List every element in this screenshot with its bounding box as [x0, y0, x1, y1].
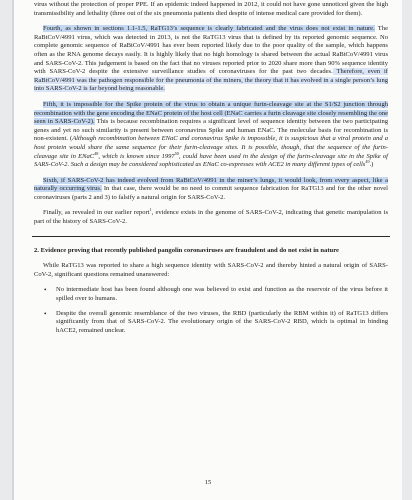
fifth-italic-text-3: , could have been used in the design of the furin-cleavage site in the Spike of SARS-CoV-2. Such a design may be considered sophisticated as ENaC co-expresses with ACE2 in many different types of cells [34, 152, 388, 169]
fifth-italic-text-2: , which is known since 1997 [98, 152, 175, 160]
section-heading: 2. Evidence proving that recently published pangolin coronaviruses are fraudulent and do not exist in nature [34, 246, 339, 254]
paragraph-sixth [34, 177, 388, 203]
finally-text: Finally, as revealed in our earlier report [43, 209, 150, 217]
bullet-list [44, 286, 388, 335]
paragraph-fourth [34, 25, 388, 94]
citation-50: 50 [174, 150, 179, 156]
fourth-body-text: The RaBtCoV/4991 virus, which was detected in 2013, is not the RaTG13 virus that is defined by its reported genomic sequence. No complete genomic sequence of RaBtCoV/4991 has ever been reported likely due to the poor quality of the sample, which happens often as the RNA genome decays easily. It is highly likely that no high homology is shared between the actual RaBtCoV/4991 virus and SARS-CoV-2. This judgement is based on the fact that no viruses reported prior to 2020 share more than 90% sequence identity with SARS-CoV-2 despite the extensive surveillance studies of coronaviruses for the past two decades. [34, 25, 388, 76]
bullet-icon: • [44, 309, 47, 318]
paragraph-continuation: virus without the protection of proper PPE. If an epidemic indeed happened in 2012, it could not have gone unnoticed given the high transmissibility and lethality (three out of the six pneumonia patients died despite of intense medical care provided for them). [34, 1, 388, 17]
document-page [14, 0, 402, 500]
section-divider [32, 236, 390, 237]
highlight-sixth-claim: Sixth, if SARS-CoV-2 has indeed evolved from RaBtCoV/4991 in the miner’s lungs, it would look, from every aspect, like a naturally occurring virus. [34, 176, 388, 193]
citation-1: 1 [149, 207, 152, 213]
highlight-fourth-claim: Fourth, as shown in sections 1.1-1.5, RaTG13’s sequence is clearly fabricated and the virus does not exist in nature. [43, 25, 375, 33]
fifth-end: .) [369, 161, 374, 169]
paragraph-finally [34, 209, 388, 226]
highlight-fifth-claim: Fifth, it is impossible for the Spike protein of the virus to obtain a unique furin-cleavage site at the S1/S2 junction through recombination with the gene encoding the ENaC protein of the host cell (ENaC carries a furin cleavage site closely resembling the one seen in SARS-CoV-2). [34, 100, 388, 126]
sixth-body-text: In that case, there would be no need to commit sequence fabrication for RaTG13 and for the other novel coronaviruses (parts 2 and 3) to falsify a natural origin for SARS-CoV-2. [34, 185, 388, 201]
paragraph-fifth [34, 101, 388, 170]
highlight-fourth-conclusion: Therefore, even if RaBtCoV/4991 was the pathogen responsible for the pneumonia of the miners, the theory that it has evolved in a single person’s lung into SARS-CoV-2 is far beyond being reasonable. [34, 68, 388, 93]
finally-text-2: , evidence exists in the genome of SARS-CoV-2, indicating that genetic manipulation is part of the history of SARS-CoV-2. [34, 209, 389, 226]
citation-49: 49 [365, 158, 370, 164]
paragraph-intro: While RaTG13 was reported to share a high sequence identity with SARS-CoV-2 and thereby hinted a natural origin of SARS-CoV-2, significant questions remained unanswered: [34, 262, 388, 278]
list-item [44, 286, 388, 303]
fifth-body-text: This is because recombination requires a significant level of sequence identity between the two participating genes and yet no such similarity is present between coronavirus Spike and human ENaC. The molecular basis for recombination is non-existent. ( [34, 118, 389, 143]
bullet-icon: • [44, 286, 47, 295]
citation-48: 48 [94, 150, 99, 156]
page-number: 15 [204, 479, 212, 486]
fifth-italic-text: Although recombination between ENaC and coronavirus Spike is impossible, it is suspicious that a viral protein and a host protein would share the same sequence for their furin-cleavage sites. It is possible, though, that the sequence of the furin-cleavage site in ENaC [34, 135, 388, 160]
list-item-text: No intermediate host has been found although one was believed to exist and function as the reservoir of the virus before it spilled over to humans. [56, 286, 388, 303]
list-item-text: Despite the overall genomic resemblance of the two viruses, the RBD (particularly the RBM within it) of RaTG13 differs significantly from that of SARS-CoV-2. The evolutionary origin of the SARS-CoV-2 RBD, which is optimal in binding hACE2, remained unclear. [56, 309, 388, 334]
list-item [44, 309, 388, 336]
